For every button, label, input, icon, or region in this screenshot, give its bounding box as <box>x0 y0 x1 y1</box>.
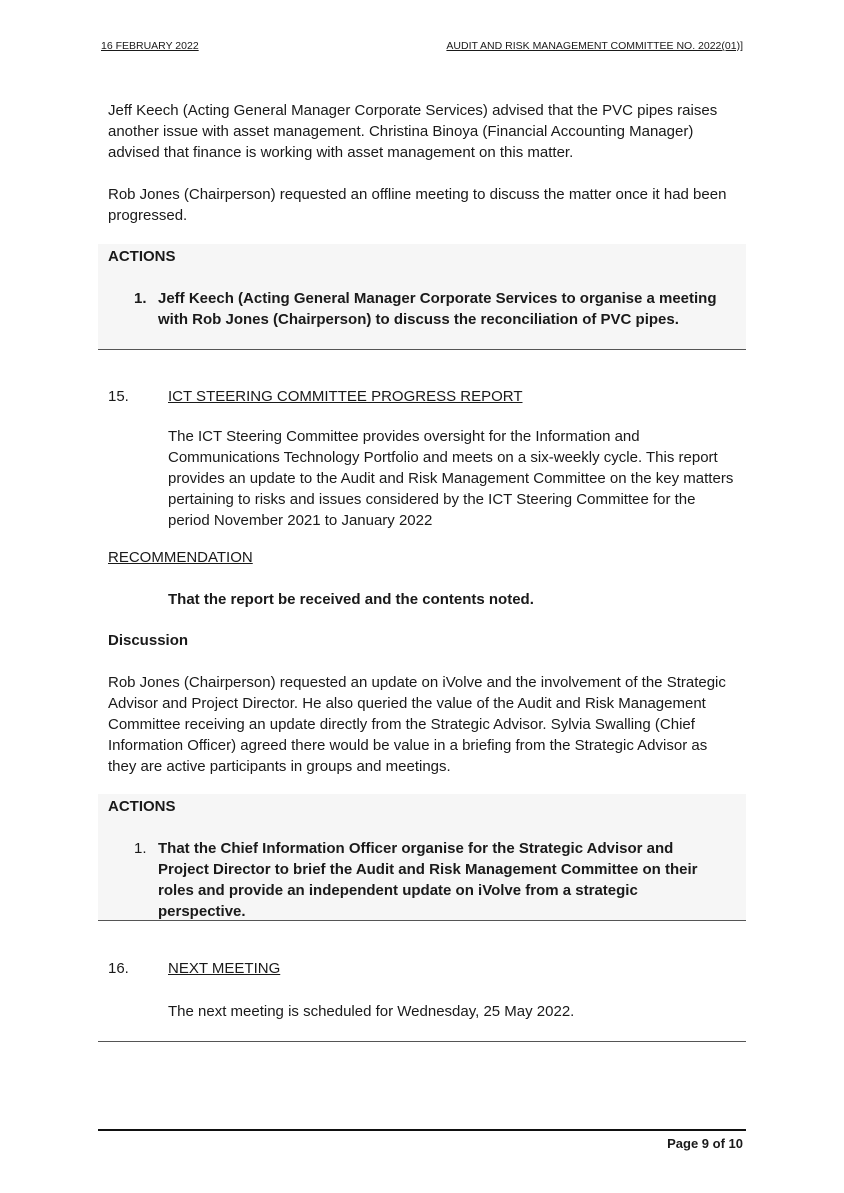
section-15-body: The ICT Steering Committee provides oversight for the Information and Communications Technology Portfolio and meets on a six-weekly cycle. This report provides an update to the Audit and Risk Management Committee on the key matters pertaining to risks and issues considered by the ICT Steering Committee for the period November 2021 to January 2022 <box>168 428 734 529</box>
intro-paragraph-2: Rob Jones (Chairperson) requested an offline meeting to discuss the matter once it had been progressed. <box>108 186 727 224</box>
section-divider <box>98 1041 746 1042</box>
section-15-title: ICT STEERING COMMITTEE PROGRESS REPORT <box>168 388 523 405</box>
discussion-label: Discussion <box>108 632 189 649</box>
recommendation-text: That the report be received and the contents noted. <box>168 591 534 608</box>
action-number: 1. <box>134 290 147 307</box>
actions-box-1 <box>98 244 746 350</box>
discussion-text: Rob Jones (Chairperson) requested an update on iVolve and the involvement of the Strategic Advisor and Project Director. He also queried the value of the Audit and Risk Management Committee receiving an update directly from the Strategic Advisor. Sylvia Swalling (Chief Information Officer) agreed there would be value in a briefing from the Strategic Advisor as they are active participants in groups and meetings. <box>108 674 726 775</box>
section-16-body: The next meeting is scheduled for Wednesday, 25 May 2022. <box>168 1003 575 1020</box>
section-16-number: 16. <box>108 960 129 977</box>
header-date: 16 FEBRUARY 2022 <box>101 40 199 52</box>
section-15-number: 15. <box>108 388 129 405</box>
page-number: Page 9 of 10 <box>667 1136 743 1151</box>
actions-box-2 <box>98 794 746 921</box>
actions-heading: ACTIONS <box>108 248 176 265</box>
action-number: 1. <box>134 840 147 857</box>
actions-heading: ACTIONS <box>108 798 176 815</box>
action-text: Jeff Keech (Acting General Manager Corporate Services to organise a meeting with Rob Jones (Chairperson) to discuss the reconciliation of PVC pipes. <box>158 290 717 328</box>
recommendation-label: RECOMMENDATION <box>108 549 253 566</box>
section-16-title: NEXT MEETING <box>168 960 281 977</box>
action-text: That the Chief Information Officer organise for the Strategic Advisor and Project Director to brief the Audit and Risk Management Committee on their roles and provide an independent update on iVolve from a strategic perspective. <box>158 840 698 920</box>
intro-paragraph-1: Jeff Keech (Acting General Manager Corporate Services) advised that the PVC pipes raises another issue with asset management. Christina Binoya (Financial Accounting Manager) advised that finance is working with asset management on this matter. <box>108 102 718 161</box>
footer-divider <box>98 1129 746 1131</box>
header-title: AUDIT AND RISK MANAGEMENT COMMITTEE NO. 2022(01)] <box>446 40 743 52</box>
